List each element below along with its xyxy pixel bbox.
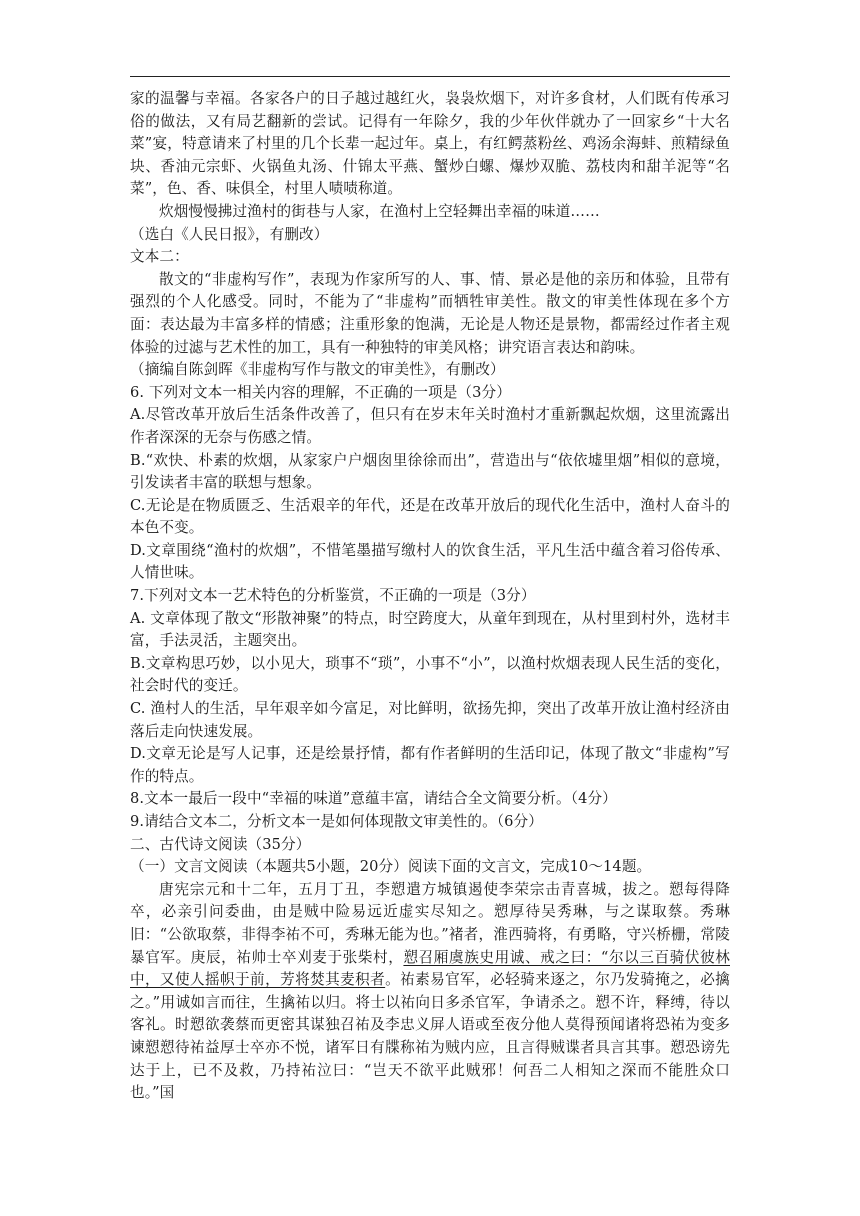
- text1-paragraph-tail: 家的温馨与幸福。各家各户的日子越过越红火，袅袅炊烟下，对许多食材，人们既有传承习俗的做法，又有局艺翻新的尝试。记得有一年除夕，我的少年伙伴就办了一回家乡“十大名菜”宴，特意请来了村里的几个长辈一起过年。桌上，有红鳄蒸粉丝、鸡汤余海蚌、煎精绿鱼块、香油元宗虾、火锅鱼丸汤、什锦太平燕、蟹炒白螺、爆炒双脆、荔枝肉和甜羊泥等“名菜”，色、香、味俱全，村里人啧啧称道。: [130, 90, 730, 198]
- question-8: 8.文本一最后一段中“幸福的味道”意蕴丰富，请结合全文简要分析。（4分）: [130, 790, 617, 808]
- text2-body: 散文的“非虚构写作”，表现为作家所写的人、事、情、景必是他的亲历和体验，且带有强烈的个人化感受。同时，不能为了“非虚构”而牺牲审美性。散文的审美性体现在多个方面：表达最为丰富多样的情感；注重形象的饱满，无论是人物还是景物，都需经过作者主观体验的过滤与艺术性的加工，具有一种独特的审美风格；讲究语言表达和韵味。: [130, 270, 730, 356]
- exam-page: [130, 88, 730, 1105]
- classical-unpunctuated-sentence: 时愬欲袭蔡而更密其谋独召祐及李忠义屏人语或至夜分他人莫得预闻诸将恐祐为变多谏愬愬待祐益厚士卒亦不悦，诸军日有牒称祐为贼内应，且言得贼谍者具言其事。愬恐谤先达于上，已不及救，乃持祐泣曰：“岂天不欲平此贼邪！何吾二人相知之深而不能胜众口也。”国: [130, 1016, 730, 1102]
- question-6-option-c: C.无论是在物质匮乏、生活艰辛的年代，还是在改革开放后的现代化生活中，渔村人奋斗的本色不变。: [130, 496, 730, 537]
- question-6-option-b: B.“欢快、朴素的炊烟，从家家户户烟囱里徐徐而出”，营造出与“依依墟里烟”相似的意境，引发读者丰富的联想与想象。: [130, 451, 730, 492]
- question-6-stem: 6. 下列对文本一相关内容的理解，不正确的一项是（3分）: [130, 383, 511, 401]
- classical-underlined-sentence: 愬召厢虞族史用诚、戒之曰：“尔以三百骑伏彼林中，又使人摇帜于前，芳将焚其麦积者: [130, 948, 730, 989]
- question-6-option-a: A.尽管改革开放后生活条件改善了，但只有在岁末年关时渔村才重新飘起炊烟，这里流露出作者深深的无奈与伤感之情。: [130, 406, 730, 446]
- question-7-option-a: A. 文章体现了散文“形散神聚”的特点，时空跨度大，从童年到现在，从村里到村外，选材丰富，手法灵活，主题突出。: [130, 609, 730, 650]
- question-6-option-d: D.文章围绕“渔村的炊烟”，不惜笔墨描写缴村人的饮食生活，平凡生活中蕴含着习俗传承、人情世味。: [130, 541, 730, 582]
- question-9: 9.请结合文本二，分析文本一是如何体现散文审美性的。（6分）: [130, 813, 543, 830]
- text2-heading: 文本二：: [130, 248, 189, 266]
- question-7-option-b: B.文章构思巧妙，以小见大，琐事不“琐”，小事不“小”，以渔村炊烟表现人民生活的变化，社会时代的变迁。: [130, 654, 730, 695]
- classical-sentence-4: 。祐素易官军，必轻骑来逐之，尔乃发骑掩之，必擒之。”用诚如言而往，生擒祐以归。将士以祐向日多杀官军，争请杀之。愬不许，释缚，待以客礼。: [130, 971, 731, 1034]
- text1-closing-paragraph: 炊烟慢慢拂过渔村的街巷与人家，在渔村上空轻舞出幸福的味道……: [159, 202, 600, 220]
- header-rule: [130, 76, 730, 77]
- classical-sentence-1: 唐宪宗元和十二年，五月丁丑，李愬遣方城镇遏使李荣宗击青喜城，拔之。愬每得降卒，必亲引问委曲，由是贼中险易远近虚实尽知之。愬厚待吴秀琳，与之谋取蔡。秀琳旧：“公欲取蔡，非得李祐不可，秀琳无能为也。”: [130, 880, 730, 943]
- section-2-heading: 二、古代诗文阅读（35分）: [130, 835, 311, 853]
- section-2-1-instructions: （一）文言文阅读（本题共5小题，20分）阅读下面的文言文，完成10～14题。: [130, 858, 652, 876]
- question-7-stem: 7.下列对文本一艺术特色的分析鉴赏，不正确的一项是（3分）: [130, 587, 536, 605]
- question-7-option-c: C. 渔村人的生活，早年艰辛如今富足，对比鲜明，欲扬先抑，突出了改革开放让渔村经济由落后走向快速发展。: [130, 700, 730, 740]
- text1-source: （选白《人民日报》，有删改）: [130, 225, 329, 243]
- classical-passage: [130, 879, 730, 1105]
- classical-sentence-2: 褚者，淮西骑将，有勇略，守兴桥栅，常陵暴官军。庚辰，祐帅士卒刈麦于张柴村，: [130, 925, 730, 966]
- text2-source: （摘编自陈剑晖《非虚构写作与散文的审美性》，有删改）: [130, 361, 505, 379]
- question-7-option-d: D.文章无论是写人记事，还是绘景抒情，都有作者鲜明的生活印记，体现了散文“非虚构”写作的特点。: [130, 745, 730, 785]
